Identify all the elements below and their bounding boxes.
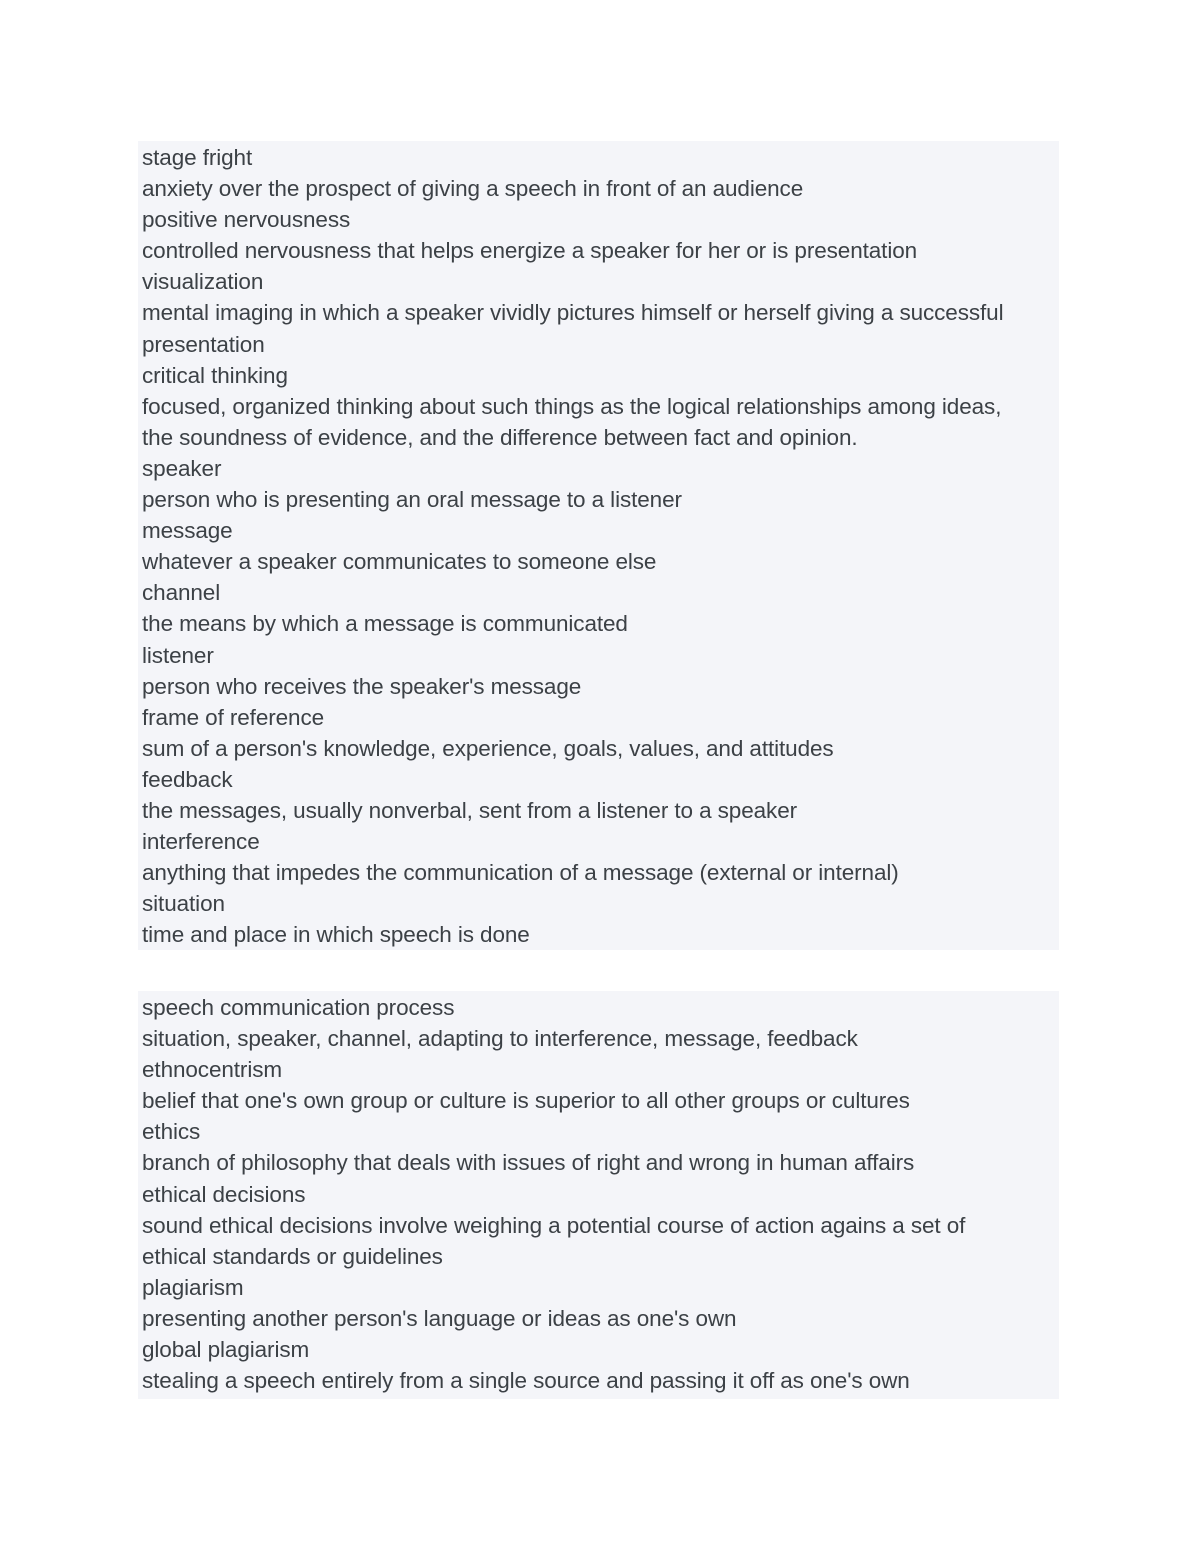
text-line: controlled nervousness that helps energize a speaker for her or is presentation	[142, 238, 918, 264]
text-line: situation, speaker, channel, adapting to interference, message, feedback	[142, 1026, 858, 1052]
text-line: feedback	[142, 766, 233, 792]
text-line: situation	[142, 891, 225, 917]
text-line: whatever a speaker communicates to someone else	[142, 549, 657, 575]
text-line: speaker	[142, 455, 222, 481]
text-line: sum of a person's knowledge, experience, goals, values, and attitudes	[142, 735, 834, 761]
text-line: anything that impedes the communication of a message (external or internal)	[142, 860, 899, 886]
text-line: presentation	[142, 331, 265, 357]
text-line: branch of philosophy that deals with issues of right and wrong in human affairs	[142, 1150, 915, 1176]
text-line: person who receives the speaker's message	[142, 673, 582, 699]
text-line: time and place in which speech is done	[142, 922, 530, 948]
text-line: frame of reference	[142, 704, 325, 730]
flashcard-block-1	[138, 141, 1059, 950]
text-line: the means by which a message is communicated	[142, 611, 628, 637]
text-line: stealing a speech entirely from a single source and passing it off as one's own	[142, 1368, 910, 1394]
text-line: belief that one's own group or culture is superior to all other groups or cultures	[142, 1088, 910, 1114]
text-line: focused, organized thinking about such things as the logical relationships among ideas,	[142, 393, 1002, 419]
text-line: visualization	[142, 269, 264, 295]
text-line: message	[142, 518, 233, 544]
text-line: ethical standards or guidelines	[142, 1243, 443, 1269]
text-line: anxiety over the prospect of giving a speech in front of an audience	[142, 176, 804, 202]
text-line: plagiarism	[142, 1274, 244, 1300]
text-line: global plagiarism	[142, 1337, 310, 1363]
text-line: positive nervousness	[142, 207, 351, 233]
text-line: stage fright	[142, 145, 253, 170]
text-line: speech communication process	[142, 995, 455, 1020]
text-line: listener	[142, 642, 214, 668]
text-line: ethnocentrism	[142, 1057, 283, 1083]
text-line: ethics	[142, 1119, 201, 1145]
text-line: presenting another person's language or ideas as one's own	[142, 1305, 737, 1331]
text-line: sound ethical decisions involve weighing a potential course of action agains a set of	[142, 1212, 966, 1238]
text-line: critical thinking	[142, 362, 288, 388]
text-line: person who is presenting an oral message to a listener	[142, 487, 682, 513]
text-line: the soundness of evidence, and the difference between fact and opinion.	[142, 424, 858, 450]
text-line: interference	[142, 829, 260, 855]
text-line: ethical decisions	[142, 1181, 306, 1207]
text-line: mental imaging in which a speaker vividly pictures himself or herself giving a successful	[142, 300, 1004, 326]
flashcard-block-2	[138, 991, 1059, 1399]
text-line: the messages, usually nonverbal, sent from a listener to a speaker	[142, 797, 797, 823]
text-line: channel	[142, 580, 221, 606]
